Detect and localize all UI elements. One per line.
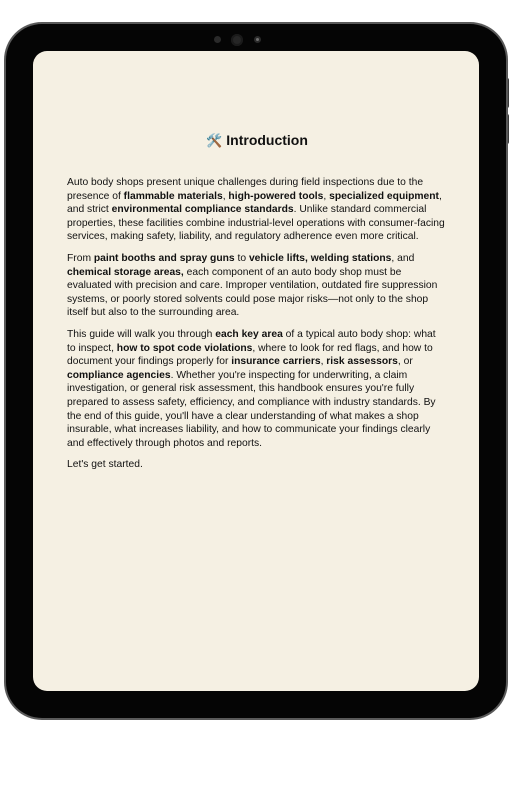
body-paragraph: [67, 252, 447, 320]
text-run: to: [234, 252, 249, 264]
bold-text-run: vehicle lifts, welding stations: [248, 252, 392, 264]
bold-text-run: how to spot code violations: [116, 342, 253, 354]
camera-icon: [231, 34, 243, 46]
bold-text-run: each key area: [215, 328, 283, 340]
text-run: of a typical auto body shop: what to inspect,: [67, 328, 436, 354]
sensor-icon: [214, 36, 221, 43]
text-run: This guide will walk you through: [67, 328, 216, 340]
body-paragraph: [67, 458, 447, 472]
bold-text-run: insurance carriers: [231, 356, 321, 368]
text-run: , where to look for red flags, and how to document your findings properly for: [67, 342, 433, 368]
bold-text-run: flammable materials: [123, 190, 223, 202]
text-run: ,: [323, 190, 330, 202]
text-run: , and: [391, 252, 415, 264]
bold-text-run: compliance agencies: [67, 369, 171, 381]
tablet-frame: [6, 24, 506, 718]
page-title: [67, 131, 447, 150]
bold-text-run: high-powered tools: [228, 190, 324, 202]
text-run: . Whether you're inspecting for underwriting, a claim investigation, or general risk assessment, this handbook ensures you're fully prepared to assess safety, efficiency, and compliance with industry standards. By the end of this guide, you'll have a clear understanding of what makes a shop insurable, what increases liability, and how to communicate your findings clearly and effectively through photos and reports.: [67, 369, 436, 449]
text-run: Auto body shops present unique challenges during field inspections due to the presence of: [67, 177, 424, 202]
bold-text-run: chemical storage areas,: [67, 266, 184, 278]
text-run: Let's get started.: [67, 459, 143, 471]
page-title-text: Introduction: [226, 132, 308, 148]
bold-text-run: specialized equipment: [329, 190, 439, 202]
document-body: [67, 176, 447, 472]
text-run: , and strict: [67, 190, 442, 216]
flash-icon: [254, 36, 261, 43]
document-content: [67, 131, 447, 480]
camera-bar: [6, 34, 506, 46]
text-run: ,: [320, 356, 327, 368]
body-paragraph: [67, 176, 447, 244]
body-paragraph: [67, 328, 447, 450]
text-run: each component of an auto body shop must be evaluated with precision and care. Improper ventilation, outdated fire suppression systems, or poorly stored solvents could pose major risks—not only to the shop itself but also to the surrounding area.: [67, 266, 438, 319]
hammer-and-wrench-icon: 🛠️: [206, 133, 223, 148]
text-run: From: [67, 252, 94, 264]
text-run: , or: [397, 356, 413, 368]
bold-text-run: paint booths and spray guns: [93, 252, 235, 264]
tablet-screen[interactable]: [33, 51, 479, 691]
bold-text-run: risk assessors: [326, 356, 398, 368]
bold-text-run: environmental compliance standards: [111, 204, 294, 216]
text-run: . Unlike standard commercial properties, these facilities combine industrial-level operations with consumer-facing services, making safety, liability, and regulatory adherence even more critical.: [67, 204, 445, 243]
text-run: ,: [222, 190, 229, 202]
